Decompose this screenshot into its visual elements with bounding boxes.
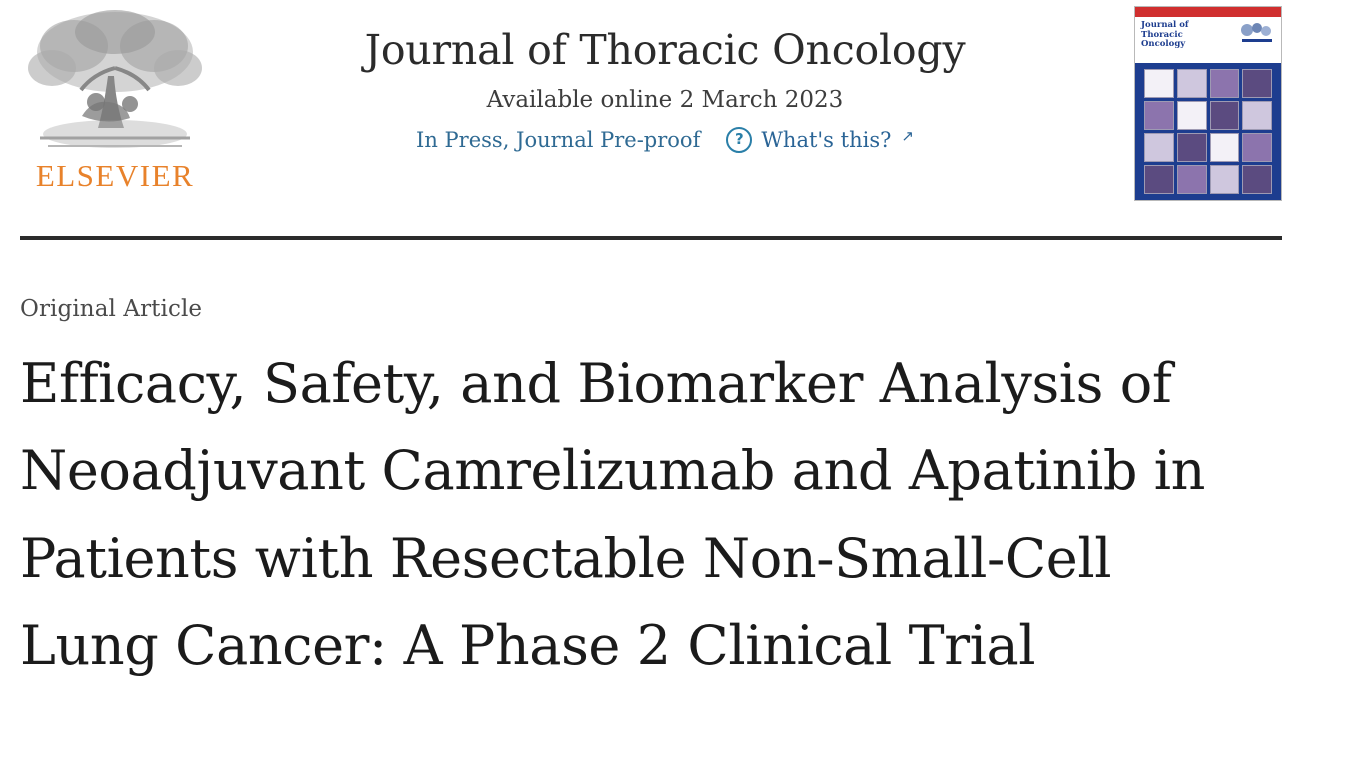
journal-info-block — [240, 28, 1090, 153]
publisher-name: ELSEVIER — [35, 158, 195, 193]
journal-status-row — [240, 127, 1090, 153]
external-link-arrow-icon: ↗ — [901, 126, 914, 145]
whats-this-label: What's this? — [761, 127, 892, 152]
cover-society-logo-icon — [1238, 21, 1276, 47]
page-title: Efficacy, Safety, and Biomarker Analysis of Neoadjuvant Camrelizumab and Apatinib in Patients with Resectable Non-Small-Cell Lung Cancer: A Phase 2 Clinical Trial — [20, 352, 1205, 678]
cover-title-line3: Oncology — [1141, 39, 1186, 50]
article-type-label: Original Article — [20, 296, 203, 322]
journal-header — [0, 0, 1350, 222]
cover-title — [1141, 21, 1189, 63]
in-press-label: In Press, Journal Pre-proof — [416, 127, 701, 152]
article-block — [20, 296, 1230, 726]
whats-this-link[interactable] — [726, 127, 914, 153]
cover-header — [1135, 17, 1281, 63]
cover-image-grid — [1135, 63, 1281, 201]
elsevier-tree-icon — [22, 6, 208, 164]
page-right-gutter — [1282, 0, 1350, 760]
question-mark-circle-icon: ? — [726, 127, 752, 153]
header-divider — [20, 236, 1282, 240]
cover-title-line1: Journal of — [1141, 20, 1189, 30]
journal-title: Journal of Thoracic Oncology — [364, 26, 966, 74]
cover-top-bar — [1135, 7, 1281, 17]
cover-title-line2: Thoracic — [1141, 29, 1183, 40]
journal-cover-thumbnail[interactable] — [1134, 6, 1282, 201]
journal-availability: Available online 2 March 2023 — [486, 86, 844, 113]
elsevier-logo[interactable] — [20, 6, 210, 206]
